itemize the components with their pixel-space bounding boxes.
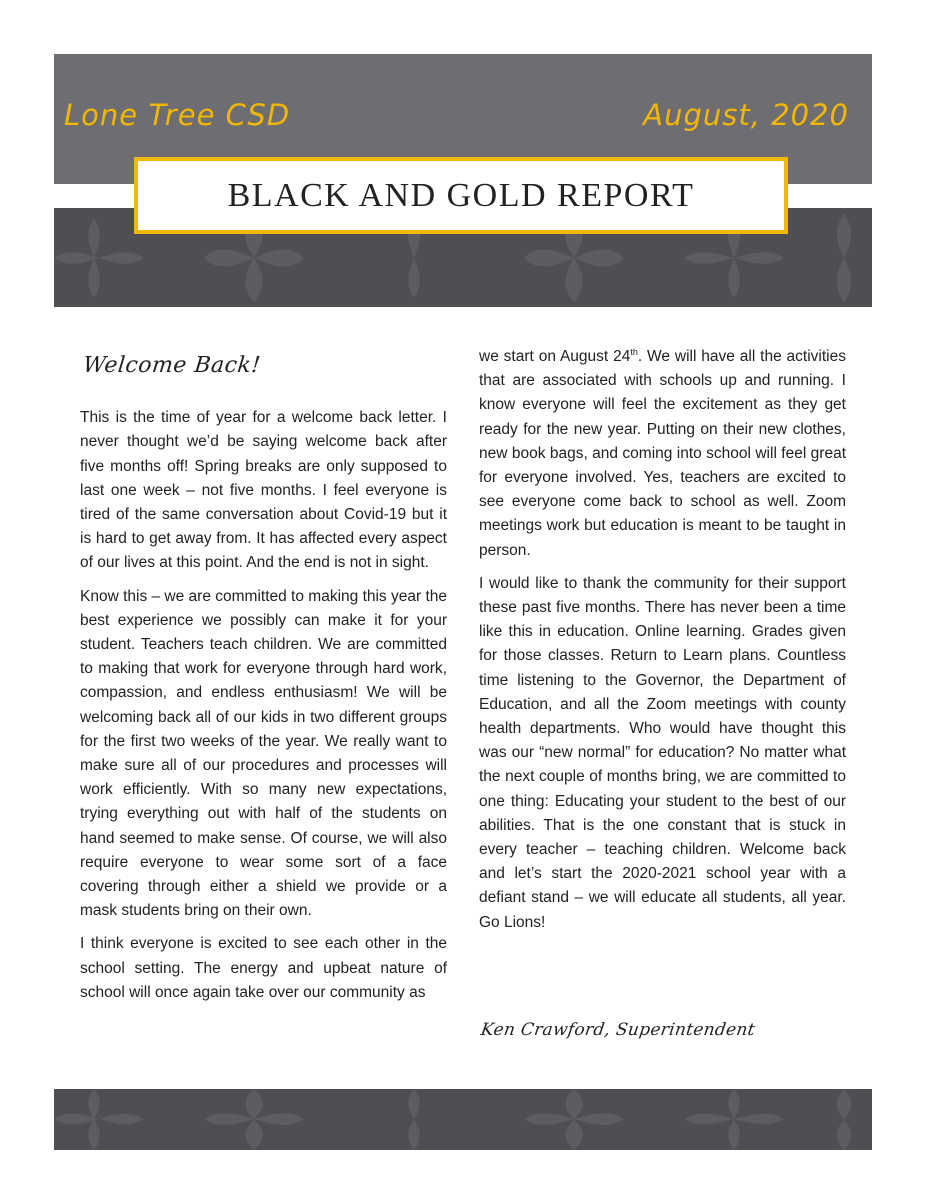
letter-paragraph: Know this – we are committed to making this year the best experience we possibly can make it for your student. Teachers teach children. We are committed to making that work for everyone through hard work, compassion, and endless enthusiasm! We will be welcoming back all of our kids in two different groups for the first two weeks of the year. We really want to make sure all of our procedures and processes will work efficiently. With so many new expectations, trying everything out with half of the students on hand seemed to make sense. Of course, we will also require everyone to wear some sort of a face covering through either a shield we provide or a mask students bring on their own.: [80, 587, 447, 920]
letter-paragraph: I would like to thank the community for their support these past five months. There has never been a time like this in education. Online learning. Grades given for those classes. Return to Learn plans. Countless time listening to the Governor, the Department of Education, and all the Zoom meetings with county health departments. Who would have thought this was our “new normal” for education? No matter what the next couple of months bring, we are committed to one thing: Educating your student to the best of our abilities. That is the one constant that is stuck in every teacher – teaching children. Welcome back and let’s start the 2020-2021 school year with a defiant stand – we will educate all students, all year. Go Lions!: [479, 574, 846, 931]
welcome-heading: Welcome Back!: [81, 353, 262, 378]
ordinal-suffix: th: [630, 346, 638, 357]
issue-date: August, 2020: [643, 98, 849, 132]
title-inner-panel: [138, 161, 784, 230]
letter-paragraph: I think everyone is excited to see each other in the school setting. The energy and upbeat nature of school will once again take over our community as: [80, 935, 447, 1001]
paragraph-start: we start on August 24: [479, 348, 631, 365]
footer-damask-pattern: [54, 1089, 872, 1150]
letter-right-column: [479, 345, 846, 944]
damask-ornament-graphic: [54, 1089, 872, 1150]
letter-left-column: [80, 340, 447, 1014]
title-frame: [134, 157, 788, 234]
paragraph-rest: . We will have all the activities that are associated with schools up and running. I know everyone will feel the excitement as they get ready for the new year. Putting on their new clothes, new book bags, and coming into school will feel great for everyone involved. Yes, teachers are excited to see everyone come back to school as well. Zoom meetings work but education is meant to be taught in person.: [479, 348, 846, 559]
signature: Ken Crawford, Superintendent: [479, 1020, 757, 1040]
newsletter-title: BLACK AND GOLD REPORT: [227, 176, 695, 214]
letter-paragraph: This is the time of year for a welcome back letter. I never thought we’d be saying welcome back after five months off! Spring breaks are only supposed to last one week – not five months. I feel everyone is tired of the same conversation about Covid-19 but it is hard to get away from. It has affected every aspect of our lives at this point. And the end is not in sight.: [80, 409, 447, 572]
org-name: Lone Tree CSD: [64, 98, 291, 132]
letter-paragraph: [479, 345, 846, 563]
